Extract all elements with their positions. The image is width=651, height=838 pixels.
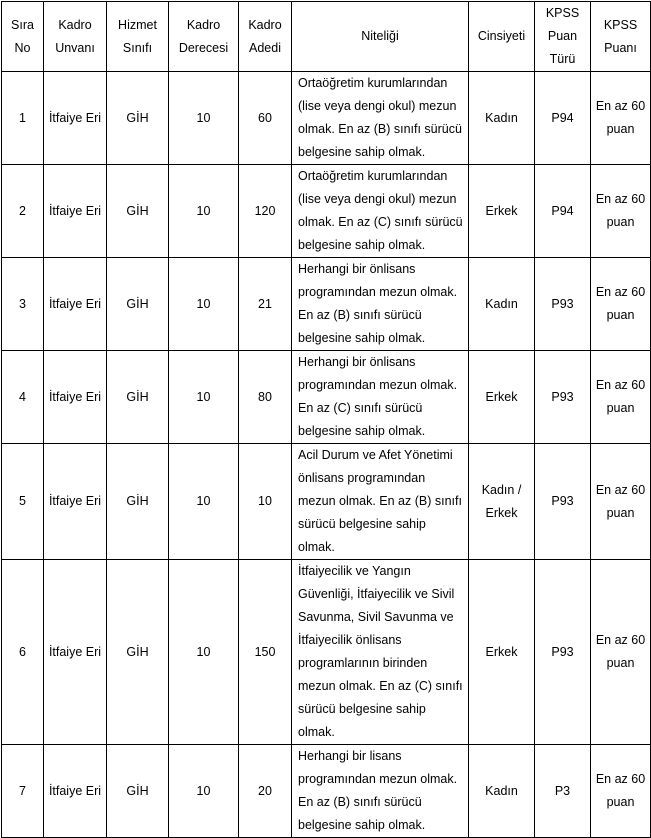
cell-puan: En az 60 puan [591,745,651,838]
header-sira-no: Sıra No [2,2,44,72]
header-niteligi: Niteliği [292,2,469,72]
cell-adet: 80 [239,351,292,444]
table-row [2,258,651,351]
cell-puan: En az 60 puan [591,72,651,165]
cell-derece: 10 [169,72,239,165]
table-row [2,745,651,838]
cell-adet: 60 [239,72,292,165]
header-hizmet-sinifi: Hizmet Sınıfı [107,2,169,72]
cell-sinif: GİH [107,351,169,444]
header-kadro-derecesi: Kadro Derecesi [169,2,239,72]
cell-cinsiyet: Kadın [469,258,535,351]
table-row [2,72,651,165]
cell-puan: En az 60 puan [591,258,651,351]
cell-derece: 10 [169,258,239,351]
cell-sinif: GİH [107,165,169,258]
cell-nitelik: Herhangi bir önlisans programından mezun olmak. En az (C) sınıfı sürücü belgesine sahip olmak. [292,351,469,444]
cell-unvan: İtfaiye Eri [44,351,107,444]
cell-sira: 6 [2,560,44,745]
kadro-table [1,1,651,838]
cell-adet: 10 [239,444,292,560]
cell-puan-turu: P93 [535,351,591,444]
cell-unvan: İtfaiye Eri [44,745,107,838]
cell-unvan: İtfaiye Eri [44,258,107,351]
cell-sinif: GİH [107,745,169,838]
cell-adet: 150 [239,560,292,745]
cell-derece: 10 [169,745,239,838]
table-row [2,560,651,745]
cell-nitelik: Acil Durum ve Afet Yönetimi önlisans programından mezun olmak. En az (B) sınıfı sürücü belgesine sahip olmak. [292,444,469,560]
cell-sinif: GİH [107,72,169,165]
header-row [2,2,651,72]
cell-sinif: GİH [107,258,169,351]
cell-puan: En az 60 puan [591,165,651,258]
cell-sira: 7 [2,745,44,838]
cell-adet: 120 [239,165,292,258]
table-row [2,444,651,560]
cell-cinsiyet: Kadın [469,745,535,838]
cell-cinsiyet: Erkek [469,560,535,745]
cell-sira: 3 [2,258,44,351]
cell-adet: 20 [239,745,292,838]
header-cinsiyeti: Cinsiyeti [469,2,535,72]
cell-sira: 4 [2,351,44,444]
cell-puan: En az 60 puan [591,560,651,745]
cell-cinsiyet: Kadın / Erkek [469,444,535,560]
header-kpss-puani: KPSS Puanı [591,2,651,72]
header-kadro-unvani: Kadro Unvanı [44,2,107,72]
cell-unvan: İtfaiye Eri [44,72,107,165]
header-kpss-puan-turu: KPSS Puan Türü [535,2,591,72]
cell-sinif: GİH [107,560,169,745]
cell-cinsiyet: Erkek [469,165,535,258]
cell-nitelik: İtfaiyecilik ve Yangın Güvenliği, İtfaiyecilik ve Sivil Savunma, Sivil Savunma ve İtfaiyecilik önlisans programlarının birinden mezun olmak. En az (C) sınıfı sürücü belgesine sahip olmak. [292,560,469,745]
cell-unvan: İtfaiye Eri [44,165,107,258]
table-row [2,351,651,444]
cell-derece: 10 [169,560,239,745]
cell-puan: En az 60 puan [591,351,651,444]
cell-unvan: İtfaiye Eri [44,444,107,560]
cell-nitelik: Herhangi bir önlisans programından mezun olmak. En az (B) sınıfı sürücü belgesine sahip olmak. [292,258,469,351]
cell-sira: 2 [2,165,44,258]
cell-cinsiyet: Kadın [469,72,535,165]
cell-derece: 10 [169,444,239,560]
header-kadro-adedi: Kadro Adedi [239,2,292,72]
cell-puan-turu: P94 [535,165,591,258]
cell-sira: 5 [2,444,44,560]
cell-nitelik: Ortaöğretim kurumlarından (lise veya dengi okul) mezun olmak. En az (C) sınıfı sürücü belgesine sahip olmak. [292,165,469,258]
cell-adet: 21 [239,258,292,351]
cell-derece: 10 [169,351,239,444]
cell-sinif: GİH [107,444,169,560]
cell-puan-turu: P94 [535,72,591,165]
cell-sira: 1 [2,72,44,165]
table-row [2,165,651,258]
cell-puan-turu: P93 [535,258,591,351]
cell-puan: En az 60 puan [591,444,651,560]
cell-derece: 10 [169,165,239,258]
cell-nitelik: Herhangi bir lisans programından mezun olmak. En az (B) sınıfı sürücü belgesine sahip olmak. [292,745,469,838]
cell-unvan: İtfaiye Eri [44,560,107,745]
cell-cinsiyet: Erkek [469,351,535,444]
cell-puan-turu: P93 [535,560,591,745]
cell-puan-turu: P93 [535,444,591,560]
cell-puan-turu: P3 [535,745,591,838]
cell-nitelik: Ortaöğretim kurumlarından (lise veya dengi okul) mezun olmak. En az (B) sınıfı sürücü belgesine sahip olmak. [292,72,469,165]
